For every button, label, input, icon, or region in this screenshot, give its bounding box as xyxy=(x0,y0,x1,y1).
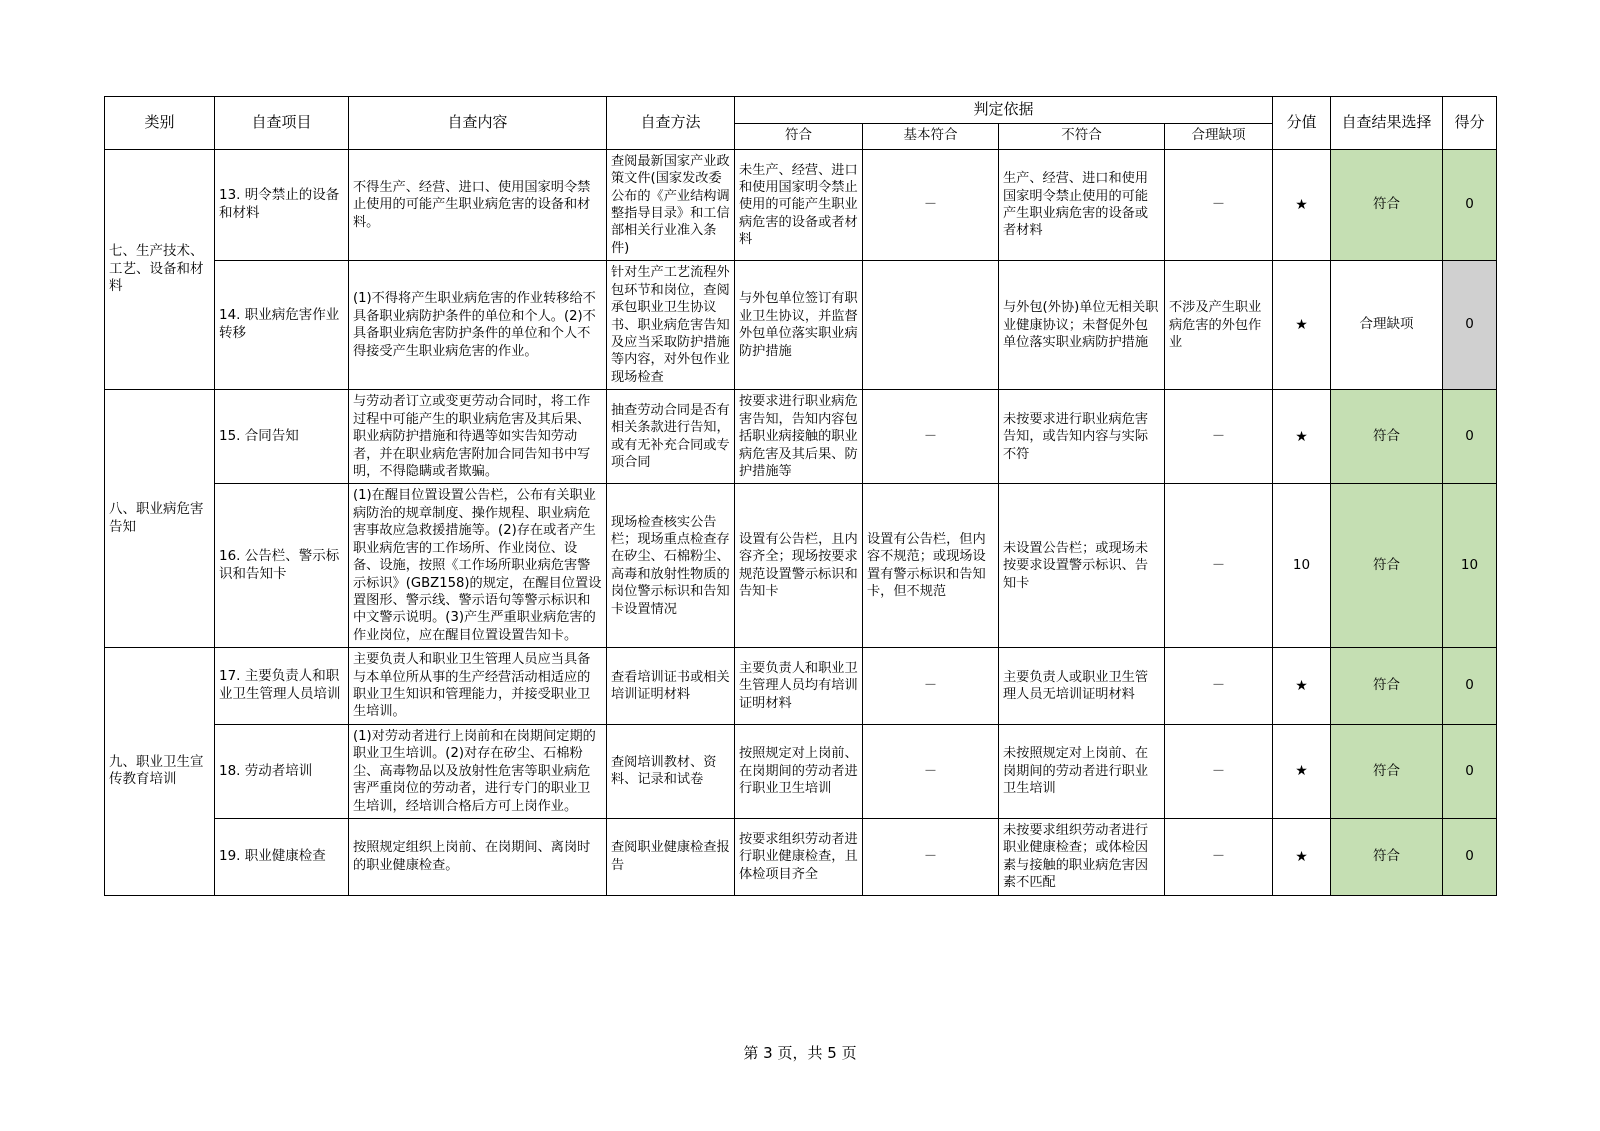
criteria-na-cell: － xyxy=(1165,390,1273,484)
criteria-basic-cell: － xyxy=(863,390,999,484)
criteria-conform-cell: 主要负责人和职业卫生管理人员均有培训证明材料 xyxy=(735,648,863,725)
criteria-basic-cell: － xyxy=(863,149,999,261)
criteria-na-cell: 不涉及产生职业病危害的外包作业 xyxy=(1165,261,1273,390)
item-cell: 17. 主要负责人和职业卫生管理人员培训 xyxy=(215,648,349,725)
table-row xyxy=(105,390,1497,484)
result-cell[interactable]: 符合 xyxy=(1331,724,1443,818)
criteria-na-cell: － xyxy=(1165,724,1273,818)
content-cell: 与劳动者订立或变更劳动合同时，将工作过程中可能产生的职业病危害及其后果、职业病防护措施和待遇等如实告知劳动者，并在职业病危害附加合同告知书中写明，不得隐瞒或者欺骗。 xyxy=(349,390,607,484)
points-cell[interactable]: 0 xyxy=(1443,261,1497,390)
method-cell: 针对生产工艺流程外包环节和岗位，查阅承包职业卫生协议书、职业病危害告知及应当采取防护措施等内容，对外包作业现场检查 xyxy=(607,261,735,390)
category-cell: 九、职业卫生宣传教育培训 xyxy=(105,648,215,895)
score-cell: ★ xyxy=(1273,648,1331,725)
self-inspection-table xyxy=(104,96,1497,896)
method-cell: 查阅培训教材、资料、记录和试卷 xyxy=(607,724,735,818)
content-cell: 不得生产、经营、进口、使用国家明令禁止使用的可能产生职业病危害的设备和材料。 xyxy=(349,149,607,261)
criteria-conform-cell: 与外包单位签订有职业卫生协议，并监督外包单位落实职业病防护措施 xyxy=(735,261,863,390)
criteria-na-cell: － xyxy=(1165,484,1273,648)
header-points: 得分 xyxy=(1443,97,1497,150)
header-criteria-nonconform: 不符合 xyxy=(999,123,1165,149)
criteria-nonconform-cell: 未设置公告栏；或现场未按要求设置警示标识、告知卡 xyxy=(999,484,1165,648)
header-score: 分值 xyxy=(1273,97,1331,150)
content-cell: (1)不得将产生职业病危害的作业转移给不具备职业病防护条件的单位和个人。(2)不具备职业病危害防护条件的单位和个人不得接受产生职业病危害的作业。 xyxy=(349,261,607,390)
content-cell: (1)对劳动者进行上岗前和在岗期间定期的职业卫生培训。(2)对存在矽尘、石棉粉尘、高毒物品以及放射性危害等职业病危害严重岗位的劳动者，进行专门的职业卫生培训，经培训合格后方可上岗作业。 xyxy=(349,724,607,818)
item-cell: 18. 劳动者培训 xyxy=(215,724,349,818)
header-content: 自查内容 xyxy=(349,97,607,150)
score-cell: ★ xyxy=(1273,390,1331,484)
header-result: 自查结果选择 xyxy=(1331,97,1443,150)
table-row xyxy=(105,149,1497,261)
content-cell: (1)在醒目位置设置公告栏，公布有关职业病防治的规章制度、操作规程、职业病危害事故应急救援措施等。(2)存在或者产生职业病危害的工作场所、作业岗位、设备、设施，按照《工作场所职业病危害警示标识》(GBZ158)的规定，在醒目位置设置图形、警示线、警示语句等警示标识和中文警示说明。(3)产生严重职业病危害的作业岗位，应在醒目位置设置告知卡。 xyxy=(349,484,607,648)
table-row xyxy=(105,648,1497,725)
header-item: 自查项目 xyxy=(215,97,349,150)
score-cell: ★ xyxy=(1273,818,1331,895)
result-cell[interactable]: 合理缺项 xyxy=(1331,261,1443,390)
method-cell: 抽查劳动合同是否有相关条款进行告知，或有无补充合同或专项合同 xyxy=(607,390,735,484)
method-cell: 查阅职业健康检查报告 xyxy=(607,818,735,895)
item-cell: 16. 公告栏、警示标识和告知卡 xyxy=(215,484,349,648)
score-cell: 10 xyxy=(1273,484,1331,648)
score-cell: ★ xyxy=(1273,261,1331,390)
score-cell: ★ xyxy=(1273,724,1331,818)
criteria-basic-cell xyxy=(863,261,999,390)
content-cell: 主要负责人和职业卫生管理人员应当具备与本单位所从事的生产经营活动相适应的职业卫生知识和管理能力，并接受职业卫生培训。 xyxy=(349,648,607,725)
criteria-basic-cell: － xyxy=(863,818,999,895)
criteria-basic-cell: 设置有公告栏，但内容不规范；或现场设置有警示标识和告知卡，但不规范 xyxy=(863,484,999,648)
score-cell: ★ xyxy=(1273,149,1331,261)
criteria-conform-cell: 设置有公告栏，且内容齐全；现场按要求规范设置警示标识和告知卡 xyxy=(735,484,863,648)
header-criteria: 判定依据 xyxy=(735,97,1273,124)
table-row xyxy=(105,261,1497,390)
points-cell[interactable]: 0 xyxy=(1443,390,1497,484)
criteria-nonconform-cell: 未按要求组织劳动者进行职业健康检查；或体检因素与接触的职业病危害因素不匹配 xyxy=(999,818,1165,895)
criteria-basic-cell: － xyxy=(863,648,999,725)
criteria-basic-cell: － xyxy=(863,724,999,818)
result-cell[interactable]: 符合 xyxy=(1331,390,1443,484)
table-row xyxy=(105,484,1497,648)
category-cell: 七、生产技术、工艺、设备和材料 xyxy=(105,149,215,389)
criteria-conform-cell: 按照规定对上岗前、在岗期间的劳动者进行职业卫生培训 xyxy=(735,724,863,818)
criteria-nonconform-cell: 与外包(外协)单位无相关职业健康协议；未督促外包单位落实职业病防护措施 xyxy=(999,261,1165,390)
method-cell: 查看培训证书或相关培训证明材料 xyxy=(607,648,735,725)
method-cell: 现场检查核实公告栏；现场重点检查存在矽尘、石棉粉尘、高毒和放射性物质的岗位警示标识和告知卡设置情况 xyxy=(607,484,735,648)
method-cell: 查阅最新国家产业政策文件(国家发改委公布的《产业结构调整指导目录》和工信部相关行业准入条件) xyxy=(607,149,735,261)
criteria-conform-cell: 按要求进行职业病危害告知，告知内容包括职业病接触的职业病危害及其后果、防护措施等 xyxy=(735,390,863,484)
page-footer: 第 3 页，共 5 页 xyxy=(743,1044,857,1062)
criteria-conform-cell: 按要求组织劳动者进行职业健康检查，且体检项目齐全 xyxy=(735,818,863,895)
points-cell[interactable]: 0 xyxy=(1443,648,1497,725)
table-row xyxy=(105,724,1497,818)
content-cell: 按照规定组织上岗前、在岗期间、离岗时的职业健康检查。 xyxy=(349,818,607,895)
criteria-na-cell: － xyxy=(1165,648,1273,725)
table-header-row-1 xyxy=(105,97,1497,124)
points-cell[interactable]: 0 xyxy=(1443,818,1497,895)
item-cell: 19. 职业健康检查 xyxy=(215,818,349,895)
header-category: 类别 xyxy=(105,97,215,150)
header-criteria-conform: 符合 xyxy=(735,123,863,149)
item-cell: 14. 职业病危害作业转移 xyxy=(215,261,349,390)
table-row xyxy=(105,818,1497,895)
header-method: 自查方法 xyxy=(607,97,735,150)
result-cell[interactable]: 符合 xyxy=(1331,648,1443,725)
header-criteria-na: 合理缺项 xyxy=(1165,123,1273,149)
criteria-nonconform-cell: 生产、经营、进口和使用国家明令禁止使用的可能产生职业病危害的设备或者材料 xyxy=(999,149,1165,261)
points-cell[interactable]: 0 xyxy=(1443,149,1497,261)
points-cell[interactable]: 0 xyxy=(1443,724,1497,818)
criteria-na-cell: － xyxy=(1165,149,1273,261)
result-cell[interactable]: 符合 xyxy=(1331,484,1443,648)
item-cell: 15. 合同告知 xyxy=(215,390,349,484)
header-criteria-basic: 基本符合 xyxy=(863,123,999,149)
criteria-nonconform-cell: 未按照规定对上岗前、在岗期间的劳动者进行职业卫生培训 xyxy=(999,724,1165,818)
criteria-nonconform-cell: 未按要求进行职业病危害告知，或告知内容与实际不符 xyxy=(999,390,1165,484)
item-cell: 13. 明令禁止的设备和材料 xyxy=(215,149,349,261)
points-cell[interactable]: 10 xyxy=(1443,484,1497,648)
result-cell[interactable]: 符合 xyxy=(1331,149,1443,261)
criteria-conform-cell: 未生产、经营、进口和使用国家明令禁止使用的可能产生职业病危害的设备或者材料 xyxy=(735,149,863,261)
result-cell[interactable]: 符合 xyxy=(1331,818,1443,895)
criteria-nonconform-cell: 主要负责人或职业卫生管理人员无培训证明材料 xyxy=(999,648,1165,725)
criteria-na-cell: － xyxy=(1165,818,1273,895)
category-cell: 八、职业病危害告知 xyxy=(105,390,215,648)
